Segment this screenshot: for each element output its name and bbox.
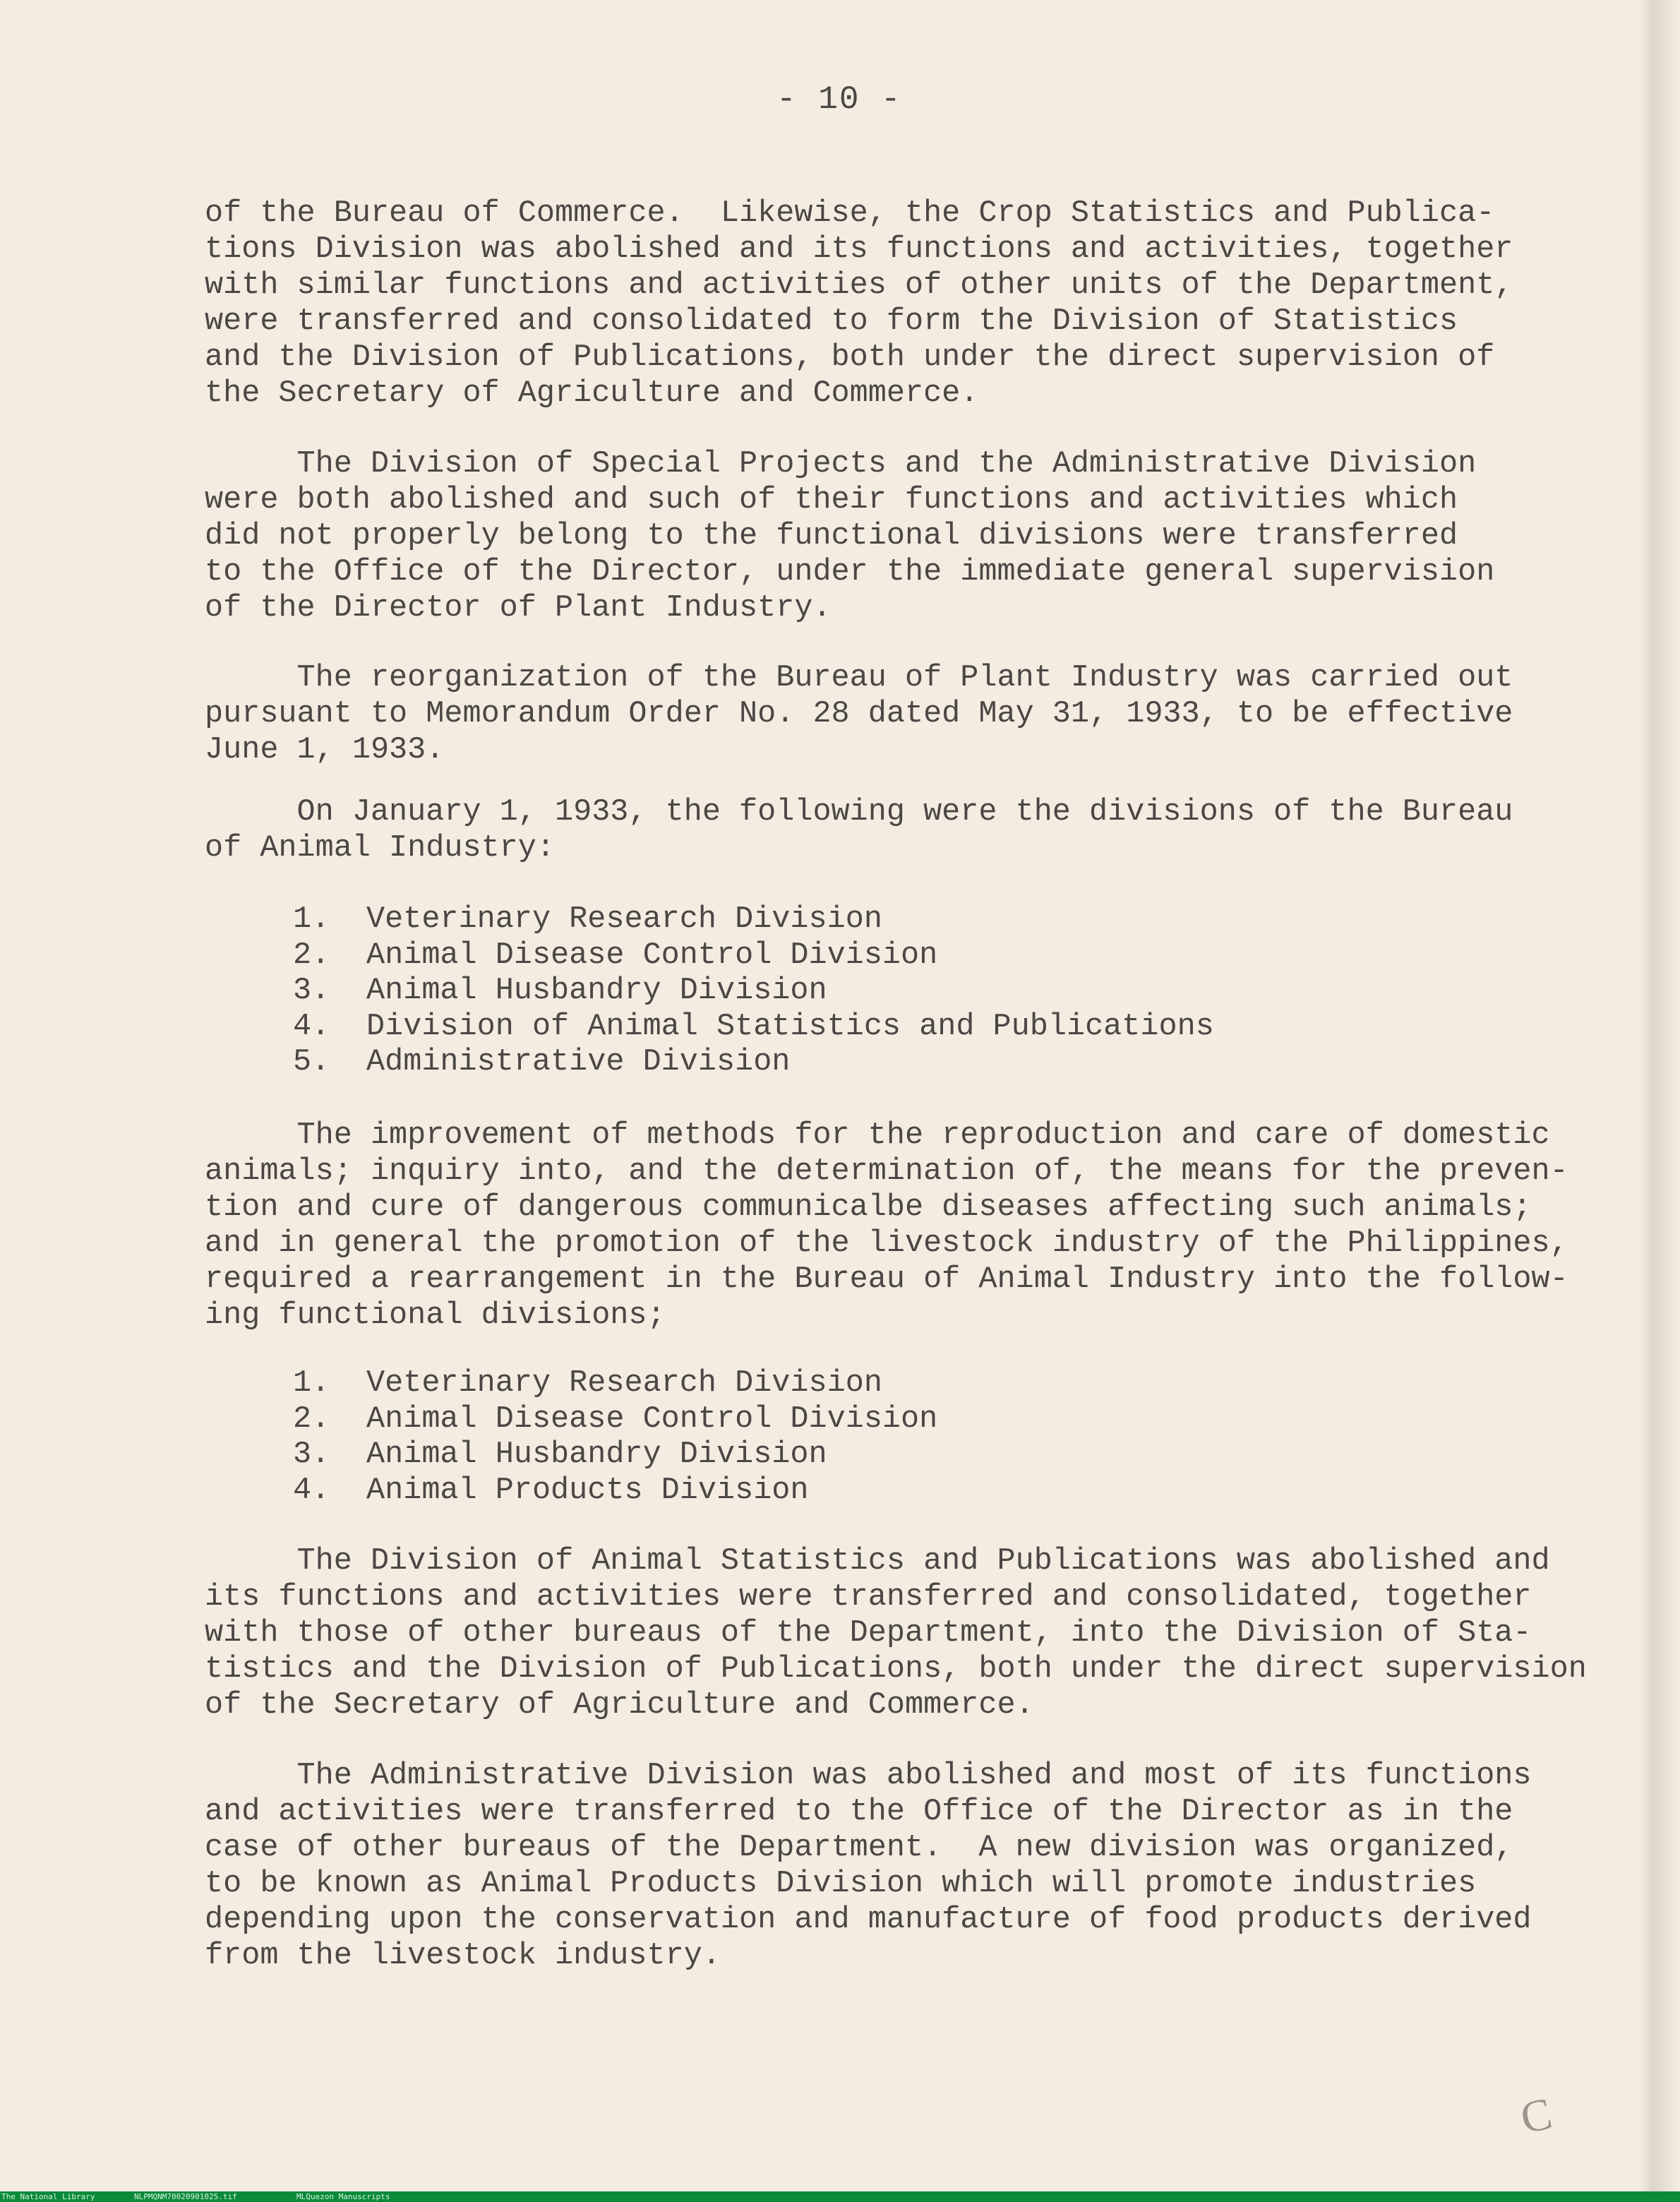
page-number: - 10 -	[776, 81, 902, 118]
list-item-text: Animal Disease Control Division	[366, 1401, 938, 1437]
list-item	[293, 1010, 1214, 1046]
paragraph-special-projects: The Division of Special Projects and the Administrative Division were both abolished and such of their functions and activities which did not properly belong to the functional divisions were transferred to the Office of the Director, under the immediate general supervision of the Director of Plant Industry.	[205, 447, 1495, 626]
paragraph-bureau-of-commerce: of the Bureau of Commerce. Likewise, the Crop Statistics and Publica- tions Division was abolished and its functions and activities, together with similar functions and activities of other units of the Department, were transferred and consolidated to form the Division of Statistics and the Division of Publications, both under the direct supervision of the Secretary of Agriculture and Commerce.	[205, 196, 1513, 411]
list-item	[293, 902, 1214, 938]
list-item-text: Animal Products Division	[366, 1473, 809, 1508]
list-item-number: 3.	[293, 1437, 330, 1472]
list-item-text: Veterinary Research Division	[366, 1366, 882, 1401]
corner-pencil-mark: C	[1516, 2088, 1556, 2143]
list-item-number: 5.	[293, 1045, 330, 1079]
paragraph-statistics-abolished: The Division of Animal Statistics and Publications was abolished and its functions and activities were transferred and consolidated, together with those of other bureaus of the Department, into the Division of Sta- tistics and the Division of Publications, both under the direct supervision of the Secretary of Agriculture and Commerce.	[205, 1544, 1587, 1723]
list-item-text: Animal Husbandry Division	[366, 1437, 827, 1472]
list-item-number: 4.	[293, 1473, 330, 1508]
list-item-number: 4.	[293, 1009, 330, 1044]
division-list-1933	[293, 902, 1214, 1081]
list-item-text: Division of Animal Statistics and Publications	[366, 1009, 1214, 1044]
list-item-number: 2.	[293, 1401, 330, 1437]
list-item-text: Veterinary Research Division	[366, 902, 882, 937]
paragraph-animal-industry-divisions: On January 1, 1933, the following were the divisions of the Bureau of Animal Industry:	[205, 795, 1513, 866]
list-item-text: Animal Disease Control Division	[366, 938, 938, 973]
paragraph-improvement-of-methods: The improvement of methods for the reproduction and care of domestic animals; inquiry into, and the determination of, the means for the preven- tion and cure of dangerous communicalbe diseases affecting such animals; and in general the promotion of the livestock industry of the Philippines, required a rearrangement in the Bureau of Animal Industry into the follow- ing functional divisions;	[205, 1118, 1568, 1333]
list-item	[293, 1045, 1214, 1081]
footer-library: The National Library	[1, 2192, 95, 2201]
archive-footer-strip	[0, 2191, 1680, 2202]
list-item-number: 1.	[293, 902, 330, 937]
list-item	[293, 1402, 937, 1438]
footer-file-name: NLPMQNM70020901025.tif	[134, 2192, 237, 2201]
footer-collection: MLQuezon Manuscripts	[296, 2192, 390, 2201]
list-item-number: 1.	[293, 1366, 330, 1401]
list-item-text: Animal Husbandry Division	[366, 974, 827, 1008]
division-list-functional	[293, 1366, 937, 1509]
list-item-number: 3.	[293, 974, 330, 1008]
list-item	[293, 974, 1214, 1010]
list-item-number: 2.	[293, 938, 330, 973]
paragraph-reorganization: The reorganization of the Bureau of Plant Industry was carried out pursuant to Memorandum Order No. 28 dated May 31, 1933, to be effective June 1, 1933.	[205, 661, 1513, 767]
list-item-text: Administrative Division	[366, 1045, 791, 1079]
list-item	[293, 1366, 937, 1402]
list-item	[293, 1437, 937, 1473]
list-item	[293, 1473, 937, 1509]
paragraph-administrative-abolished: The Administrative Division was abolished and most of its functions and activities were transferred to the Office of the Director as in the case of other bureaus of the Department. A new division was organized, to be known as Animal Products Division which will promote industries depending upon the conservation and manufacture of food products derived from the livestock industry.	[205, 1759, 1532, 1973]
list-item	[293, 938, 1214, 974]
